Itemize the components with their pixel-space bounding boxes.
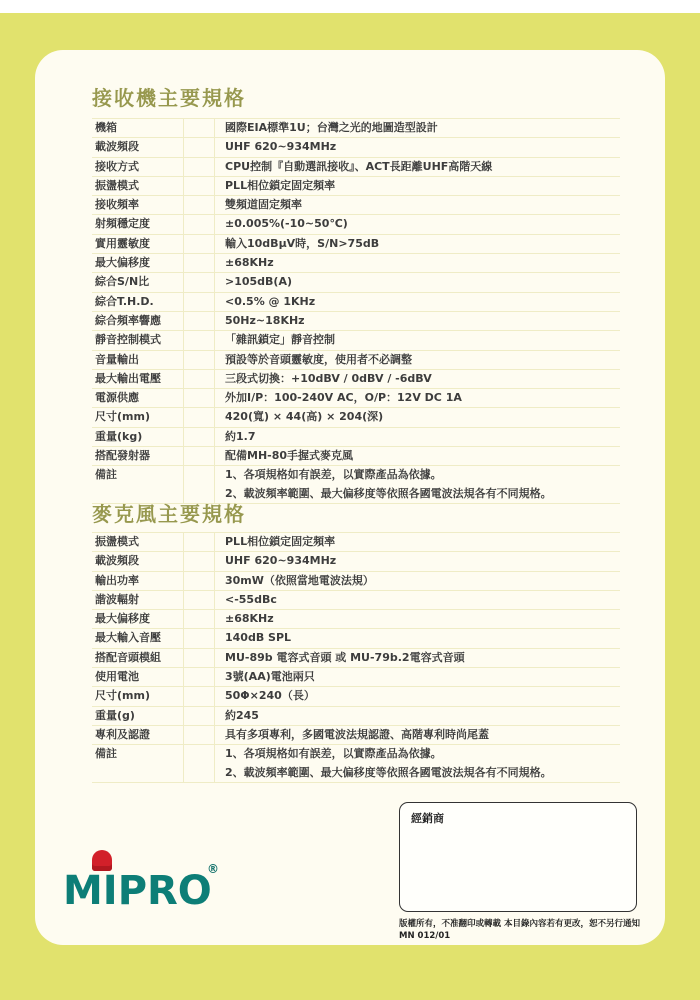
spec-label: 綜合頻率響應	[95, 313, 161, 327]
spec-spacer	[183, 668, 215, 686]
document-number: MN 012/01	[399, 931, 451, 941]
spec-spacer	[183, 428, 215, 446]
spec-label: 最大輸入音壓	[95, 631, 161, 645]
microphone-spec-table	[92, 532, 620, 783]
spec-value: UHF 620~934MHz	[225, 140, 337, 154]
spec-row	[92, 293, 620, 312]
spec-row	[92, 745, 620, 783]
spec-row	[92, 610, 620, 629]
spec-label: 最大偏移度	[95, 612, 150, 626]
spec-row	[92, 351, 620, 370]
spec-spacer	[183, 254, 215, 272]
spec-label: 電源供應	[95, 391, 139, 405]
spec-row	[92, 649, 620, 668]
logo-text: MIPRO	[63, 868, 212, 914]
spec-label: 專利及認證	[95, 727, 150, 741]
spec-label: 振盪模式	[95, 178, 139, 192]
spec-spacer	[183, 177, 215, 195]
spec-spacer	[183, 331, 215, 349]
spec-row	[92, 254, 620, 273]
spec-label: 機箱	[95, 121, 117, 134]
spec-row	[92, 312, 620, 331]
spec-value: 50Hz~18KHz	[225, 313, 305, 327]
spec-row	[92, 591, 620, 610]
spec-label: 載波頻段	[95, 140, 139, 154]
dealer-label: 經銷商	[411, 812, 444, 825]
spec-label: 尺寸(mm)	[95, 689, 150, 703]
spec-value: 配備MH-80手握式麥克風	[225, 449, 354, 463]
spec-label: 搭配音頭模組	[95, 650, 161, 664]
spec-value: 30mW（依照當地電波法規）	[225, 573, 374, 587]
spec-label: 重量(g)	[95, 708, 135, 722]
spec-row	[92, 138, 620, 157]
spec-value: 420(寬) × 44(高) × 204(深)	[225, 410, 384, 424]
spec-label: 射頻穩定度	[95, 217, 150, 231]
spec-row	[92, 687, 620, 706]
receiver-spec-table	[92, 118, 620, 504]
spec-spacer	[183, 138, 215, 156]
spec-spacer	[183, 552, 215, 570]
spec-value: 預設等於音頭靈敏度，使用者不必調整	[225, 352, 412, 366]
spec-label: 振盪模式	[95, 535, 139, 548]
spec-spacer	[183, 408, 215, 426]
spec-spacer	[183, 196, 215, 214]
dealer-box	[399, 802, 637, 912]
spec-value: 雙頻道固定頻率	[225, 198, 302, 212]
spec-spacer	[183, 293, 215, 311]
spec-value: 140dB SPL	[225, 631, 292, 645]
spec-value: 1、各項規格如有誤差，以實際產品為依據。 2、載波頻率範圍、最大偏移度等依照各國電波法規各有不同規格。	[225, 468, 552, 500]
spec-value: CPU控制『自動選訊接收』、ACT長距離UHF高階天線	[225, 159, 493, 173]
spec-value: 具有多項專利，多國電波法規認證、高階專利時尚尾蓋	[225, 727, 489, 741]
spec-value: <0.5% @ 1KHz	[225, 294, 316, 308]
spec-row	[92, 428, 620, 447]
spec-value: 外加I/P：100-240V AC，O/P：12V DC 1A	[225, 391, 462, 405]
spec-value: 三段式切換：+10dBV / 0dBV / -6dBV	[225, 371, 432, 385]
spec-value: 1、各項規格如有誤差，以實際產品為依據。 2、載波頻率範圍、最大偏移度等依照各國電波法規各有不同規格。	[225, 747, 552, 779]
spec-label: 接收方式	[95, 159, 139, 173]
spec-label: 重量(kg)	[95, 429, 143, 443]
spec-spacer	[183, 215, 215, 233]
spec-label: 靜音控制模式	[95, 333, 161, 347]
spec-value: ±68KHz	[225, 256, 274, 270]
spec-label: 接收頻率	[95, 198, 139, 212]
registered-trademark-icon: ®	[207, 862, 219, 876]
spec-value: 約245	[225, 708, 259, 722]
spec-row	[92, 119, 620, 138]
spec-row	[92, 668, 620, 687]
spec-row	[92, 707, 620, 726]
spec-spacer	[183, 533, 215, 551]
spec-row	[92, 158, 620, 177]
spec-row	[92, 552, 620, 571]
spec-spacer	[183, 273, 215, 291]
spec-spacer	[183, 707, 215, 725]
spec-row	[92, 196, 620, 215]
spec-spacer	[183, 572, 215, 590]
spec-spacer	[183, 610, 215, 628]
spec-row	[92, 533, 620, 552]
spec-row	[92, 215, 620, 234]
spec-value: ±0.005%(-10~50℃)	[225, 217, 348, 231]
spec-label: 備註	[95, 468, 117, 482]
spec-row	[92, 447, 620, 466]
spec-label: 載波頻段	[95, 554, 139, 568]
spec-row	[92, 177, 620, 196]
spec-value: 「雜訊鎖定」靜音控制	[225, 333, 335, 347]
spec-label: 使用電池	[95, 670, 139, 684]
spec-label: 綜合T.H.D.	[95, 294, 154, 308]
spec-row	[92, 408, 620, 427]
spec-spacer	[183, 726, 215, 744]
spec-label: 搭配發射器	[95, 449, 150, 463]
spec-value: <-55dBc	[225, 592, 277, 606]
spec-row	[92, 331, 620, 350]
spec-spacer	[183, 389, 215, 407]
spec-value: >105dB(A)	[225, 275, 293, 289]
spec-row	[92, 572, 620, 591]
spec-row	[92, 273, 620, 292]
mipro-logo	[63, 850, 263, 970]
spec-value: PLL相位鎖定固定頻率	[225, 178, 336, 192]
spec-row	[92, 235, 620, 254]
spec-spacer	[183, 351, 215, 369]
spec-label: 最大偏移度	[95, 256, 150, 270]
spec-value: UHF 620~934MHz	[225, 554, 337, 568]
spec-spacer	[183, 158, 215, 176]
spec-spacer	[183, 745, 215, 782]
spec-row	[92, 389, 620, 408]
content-panel	[35, 50, 665, 945]
spec-value: MU-89b 電容式音頭 或 MU-79b.2電容式音頭	[225, 650, 465, 664]
spec-spacer	[183, 649, 215, 667]
spec-row	[92, 629, 620, 648]
spec-spacer	[183, 629, 215, 647]
spec-spacer	[183, 591, 215, 609]
spec-spacer	[183, 235, 215, 253]
copyright-note: 版權所有，不准翻印或轉載 本目錄內容若有更改，恕不另行通知	[399, 919, 640, 929]
spec-label: 最大輸出電壓	[95, 371, 161, 385]
spec-value: ±68KHz	[225, 612, 274, 626]
spec-label: 音量輸出	[95, 352, 139, 366]
spec-value: 50Φ×240（長）	[225, 689, 315, 703]
spec-row	[92, 370, 620, 389]
spec-label: 實用靈敏度	[95, 236, 150, 250]
spec-value: 輸入10dBμV時，S/N>75dB	[225, 236, 380, 250]
spec-value: 約1.7	[225, 429, 256, 443]
spec-label: 諧波輻射	[95, 592, 139, 606]
spec-value: PLL相位鎖定固定頻率	[225, 535, 336, 548]
spec-value: 3號(AA)電池兩只	[225, 670, 315, 684]
spec-value: 國際EIA標準1U；台灣之光的地圖造型設計	[225, 121, 438, 134]
spec-spacer	[183, 687, 215, 705]
spec-spacer	[183, 312, 215, 330]
spec-label: 輸出功率	[95, 573, 139, 587]
spec-spacer	[183, 370, 215, 388]
spec-label: 備註	[95, 747, 117, 761]
spec-row	[92, 726, 620, 745]
spec-spacer	[183, 447, 215, 465]
receiver-section-title: 接收機主要規格	[92, 86, 246, 110]
microphone-section-title: 麥克風主要規格	[92, 502, 246, 526]
spec-label: 綜合S/N比	[95, 275, 150, 289]
spec-label: 尺寸(mm)	[95, 410, 150, 424]
spec-spacer	[183, 119, 215, 137]
